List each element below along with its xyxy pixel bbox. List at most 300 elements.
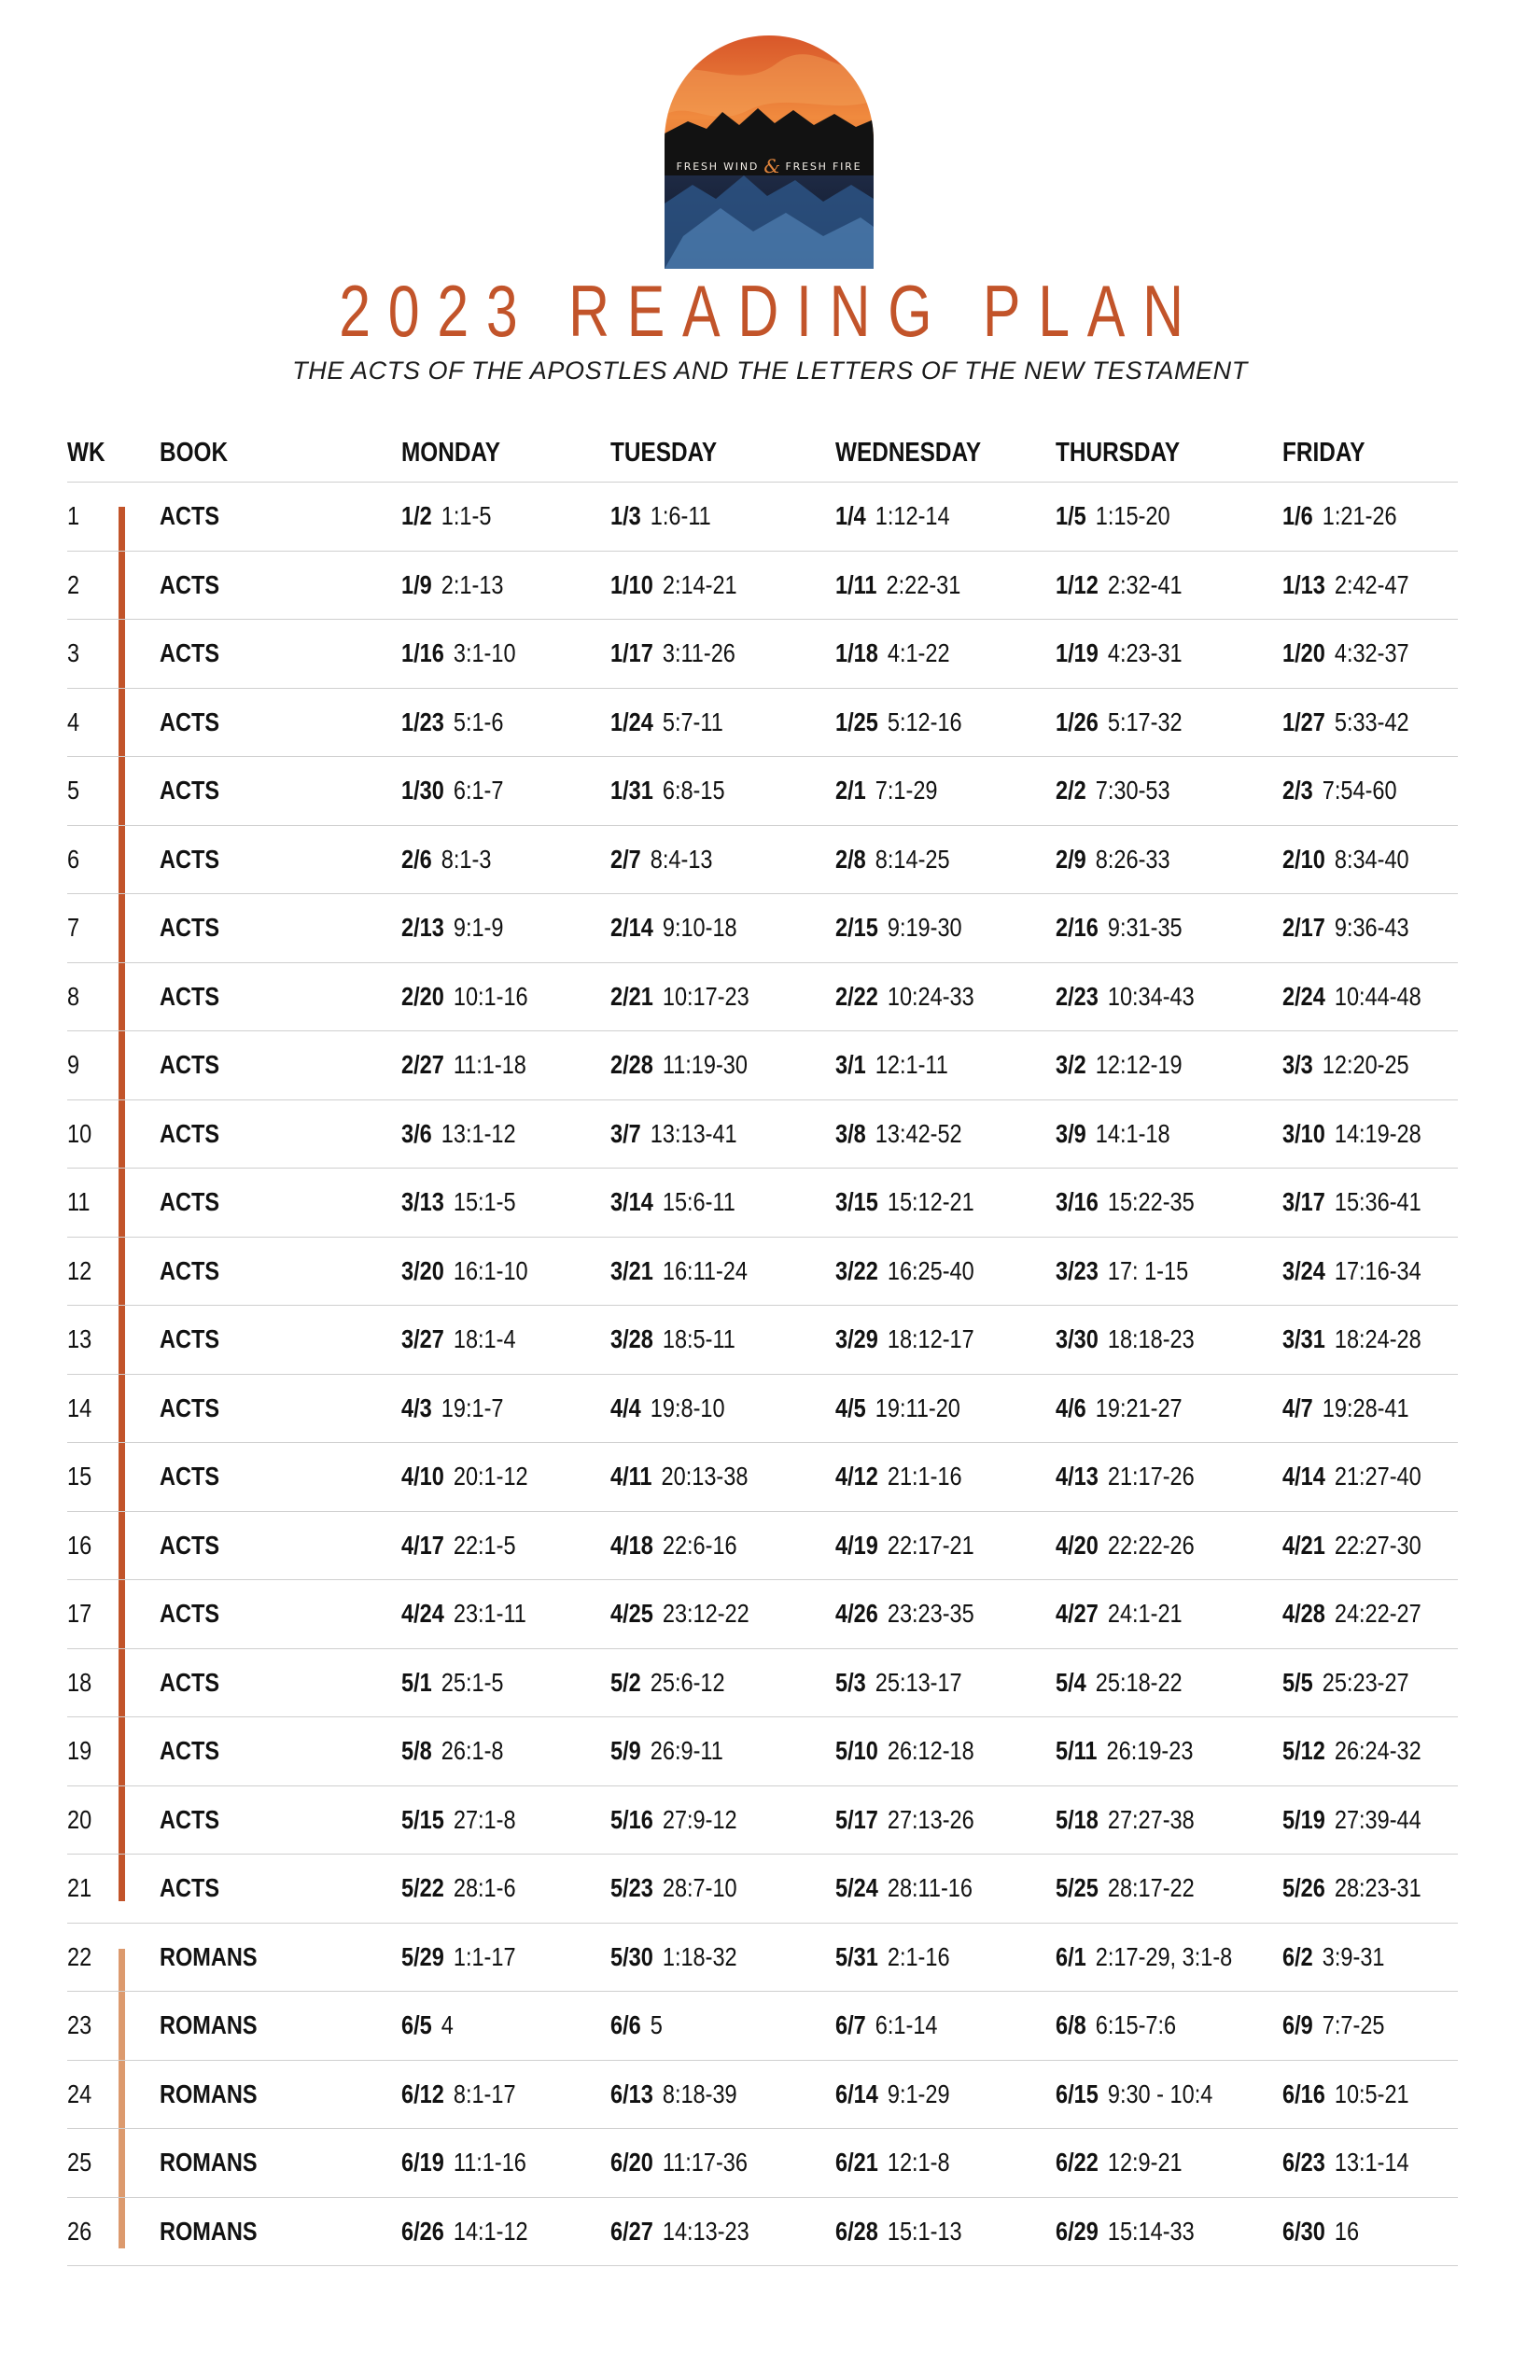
- reading-date: 2/17: [1282, 913, 1325, 943]
- reading-date: 6/12: [401, 2079, 444, 2108]
- scripture-reference: 1:21-26: [1322, 501, 1397, 531]
- scripture-reference: 6:1-14: [875, 2010, 938, 2040]
- tuesday-reading: [610, 689, 723, 757]
- book-name: ACTS: [160, 913, 220, 943]
- scripture-reference: 19:28-41: [1322, 1393, 1409, 1422]
- scripture-reference: 22:17-21: [887, 1530, 974, 1560]
- book-name: ROMANS: [160, 1941, 258, 1971]
- scripture-reference: 15:36-41: [1334, 1187, 1421, 1217]
- reading-date: 3/23: [1056, 1255, 1099, 1285]
- tuesday-reading: [610, 483, 711, 551]
- scripture-reference: 26:12-18: [887, 1736, 974, 1766]
- reading-date: 6/30: [1282, 2216, 1325, 2246]
- scripture-reference: 16:25-40: [887, 1255, 974, 1285]
- scripture-reference: 16:1-10: [453, 1255, 528, 1285]
- table-row: [67, 620, 1458, 689]
- scripture-reference: 24:1-21: [1107, 1599, 1183, 1629]
- friday-reading: [1282, 1443, 1421, 1511]
- scripture-reference: 20:1-12: [453, 1462, 528, 1491]
- scripture-reference: 1:15-20: [1095, 501, 1170, 531]
- tuesday-reading: [610, 1717, 723, 1785]
- reading-date: 5/22: [401, 1873, 444, 1903]
- scripture-reference: 14:13-23: [662, 2216, 749, 2246]
- book-name: ACTS: [160, 776, 220, 805]
- scripture-reference: 6:1-7: [453, 776, 504, 805]
- reading-date: 6/19: [401, 2148, 444, 2177]
- reading-date: 5/11: [1056, 1736, 1098, 1766]
- reading-date: 1/17: [610, 638, 653, 668]
- tuesday-reading: [610, 1924, 737, 1992]
- page-subtitle: THE ACTS OF THE APOSTLES AND THE LETTERS OF THE NEW TESTAMENT: [292, 357, 1248, 385]
- reading-date: 3/22: [835, 1255, 878, 1285]
- scripture-reference: 3:9-31: [1322, 1941, 1385, 1971]
- monday-reading: [401, 1031, 526, 1099]
- friday-reading: [1282, 1786, 1421, 1855]
- friday-reading: [1282, 1924, 1384, 1992]
- friday-reading: [1282, 1100, 1421, 1169]
- table-row: [67, 1238, 1458, 1307]
- reading-date: 3/2: [1056, 1050, 1086, 1080]
- book-name: ACTS: [160, 1873, 220, 1903]
- tuesday-reading: [610, 963, 749, 1031]
- reading-date: 5/25: [1056, 1873, 1099, 1903]
- scripture-reference: 19:1-7: [441, 1393, 504, 1422]
- reading-date: 6/23: [1282, 2148, 1325, 2177]
- reading-date: 3/28: [610, 1324, 653, 1354]
- reading-date: 1/16: [401, 638, 444, 668]
- reading-date: 3/13: [401, 1187, 444, 1217]
- week-number: 25: [67, 2148, 92, 2177]
- reading-date: 4/12: [835, 1462, 878, 1491]
- reading-date: 5/2: [610, 1667, 641, 1697]
- scripture-reference: 28:1-6: [453, 1873, 516, 1903]
- week-number: 14: [67, 1393, 92, 1422]
- scripture-reference: 10:17-23: [662, 981, 749, 1011]
- reading-date: 1/27: [1282, 707, 1325, 736]
- logo-wordmark: [665, 155, 874, 177]
- book-name: ROMANS: [160, 2148, 258, 2177]
- reading-date: 1/12: [1056, 569, 1099, 599]
- scripture-reference: 7:7-25: [1322, 2010, 1385, 2040]
- reading-date: 1/9: [401, 569, 432, 599]
- scripture-reference: 4: [441, 2010, 454, 2040]
- monday-reading: [401, 689, 503, 757]
- scripture-reference: 9:30 - 10:4: [1107, 2079, 1213, 2108]
- thursday-reading: [1056, 826, 1170, 894]
- tuesday-reading: [610, 552, 737, 620]
- reading-date: 6/2: [1282, 1941, 1313, 1971]
- scripture-reference: 1:12-14: [875, 501, 950, 531]
- table-row: [67, 2061, 1458, 2130]
- reading-date: 6/26: [401, 2216, 444, 2246]
- monday-reading: [401, 1580, 526, 1648]
- monday-reading: [401, 1100, 516, 1169]
- reading-date: 6/9: [1282, 2010, 1313, 2040]
- reading-date: 5/24: [835, 1873, 878, 1903]
- reading-date: 4/10: [401, 1462, 444, 1491]
- book-name: ROMANS: [160, 2216, 258, 2246]
- scripture-reference: 3:11-26: [662, 638, 735, 668]
- table-row: [67, 552, 1458, 621]
- scripture-reference: 17:16-34: [1334, 1255, 1421, 1285]
- reading-date: 2/1: [835, 776, 866, 805]
- book-name: ACTS: [160, 1393, 220, 1422]
- thursday-reading: [1056, 1649, 1183, 1717]
- book-name: ACTS: [160, 1462, 220, 1491]
- week-number: 23: [67, 2010, 92, 2040]
- book-name: ACTS: [160, 1255, 220, 1285]
- table-row: [67, 483, 1458, 552]
- monday-reading: [401, 2129, 526, 2197]
- reading-date: 1/31: [610, 776, 653, 805]
- table-row: [67, 1649, 1458, 1718]
- scripture-reference: 19:8-10: [650, 1393, 725, 1422]
- reading-date: 4/3: [401, 1393, 432, 1422]
- book-name: ROMANS: [160, 2079, 258, 2108]
- header-friday: FRIDAY: [1282, 438, 1365, 468]
- scripture-reference: 2:1-16: [887, 1941, 950, 1971]
- thursday-reading: [1056, 1512, 1195, 1580]
- tuesday-reading: [610, 1169, 735, 1237]
- friday-reading: [1282, 2129, 1409, 2197]
- friday-reading: [1282, 1169, 1421, 1237]
- reading-date: 5/9: [610, 1736, 641, 1766]
- reading-date: 3/8: [835, 1118, 866, 1148]
- tuesday-reading: [610, 826, 712, 894]
- thursday-reading: [1056, 483, 1170, 551]
- reading-date: 6/13: [610, 2079, 653, 2108]
- tuesday-reading: [610, 1855, 737, 1923]
- table-row: [67, 1512, 1458, 1581]
- week-number: 4: [67, 707, 80, 736]
- scripture-reference: 16:11-24: [662, 1255, 748, 1285]
- wednesday-reading: [835, 1580, 974, 1648]
- scripture-reference: 10:5-21: [1334, 2079, 1409, 2108]
- reading-date: 1/23: [401, 707, 444, 736]
- wednesday-reading: [835, 552, 960, 620]
- monday-reading: [401, 894, 503, 962]
- reading-date: 4/17: [401, 1530, 444, 1560]
- scripture-reference: 27:39-44: [1334, 1804, 1421, 1834]
- thursday-reading: [1056, 552, 1183, 620]
- reading-date: 5/26: [1282, 1873, 1325, 1903]
- reading-date: 6/21: [835, 2148, 878, 2177]
- reading-date: 1/6: [1282, 501, 1313, 531]
- scripture-reference: 25:18-22: [1095, 1667, 1183, 1697]
- reading-date: 1/26: [1056, 707, 1099, 736]
- reading-date: 4/7: [1282, 1393, 1313, 1422]
- book-name: ACTS: [160, 844, 220, 874]
- monday-reading: [401, 552, 503, 620]
- wednesday-reading: [835, 1100, 962, 1169]
- tuesday-reading: [610, 1992, 663, 2060]
- scripture-reference: 13:1-14: [1334, 2148, 1409, 2177]
- tuesday-reading: [610, 1786, 737, 1855]
- week-number: 19: [67, 1736, 92, 1766]
- scripture-reference: 19:11-20: [875, 1393, 960, 1422]
- reading-date: 5/18: [1056, 1804, 1099, 1834]
- week-number: 21: [67, 1873, 92, 1903]
- scripture-reference: 2:14-21: [662, 569, 737, 599]
- reading-date: 4/28: [1282, 1599, 1325, 1629]
- reading-date: 6/16: [1282, 2079, 1325, 2108]
- scripture-reference: 2:42-47: [1334, 569, 1409, 599]
- scripture-reference: 15:12-21: [887, 1187, 974, 1217]
- wednesday-reading: [835, 1512, 974, 1580]
- scripture-reference: 12:12-19: [1095, 1050, 1183, 1080]
- table-row: [67, 1443, 1458, 1512]
- monday-reading: [401, 1443, 528, 1511]
- reading-date: 2/16: [1056, 913, 1099, 943]
- thursday-reading: [1056, 757, 1170, 825]
- book-name: ACTS: [160, 569, 220, 599]
- reading-date: 6/28: [835, 2216, 878, 2246]
- table-row: [67, 757, 1458, 826]
- thursday-reading: [1056, 1238, 1188, 1306]
- book-name: ACTS: [160, 707, 220, 736]
- reading-date: 2/7: [610, 844, 641, 874]
- scripture-reference: 9:31-35: [1107, 913, 1183, 943]
- wednesday-reading: [835, 1924, 950, 1992]
- friday-reading: [1282, 1992, 1384, 2060]
- scripture-reference: 9:36-43: [1334, 913, 1409, 943]
- thursday-reading: [1056, 689, 1183, 757]
- scripture-reference: 14:1-18: [1095, 1118, 1170, 1148]
- scripture-reference: 9:1-9: [453, 913, 504, 943]
- scripture-reference: 25:1-5: [441, 1667, 504, 1697]
- monday-reading: [401, 1649, 503, 1717]
- reading-date: 4/26: [835, 1599, 878, 1629]
- scripture-reference: 12:1-11: [875, 1050, 948, 1080]
- reading-date: 4/20: [1056, 1530, 1099, 1560]
- wednesday-reading: [835, 2061, 950, 2129]
- friday-reading: [1282, 1031, 1409, 1099]
- week-number: 18: [67, 1667, 92, 1697]
- logo-line2: FRESH FIRE: [785, 161, 862, 173]
- logo-ampersand: &: [763, 155, 781, 177]
- reading-date: 5/1: [401, 1667, 432, 1697]
- scripture-reference: 13:42-52: [875, 1118, 962, 1148]
- scripture-reference: 10:24-33: [887, 981, 974, 1011]
- reading-date: 6/1: [1056, 1941, 1086, 1971]
- scripture-reference: 3:1-10: [453, 638, 516, 668]
- thursday-reading: [1056, 1855, 1195, 1923]
- scripture-reference: 17: 1-15: [1107, 1255, 1189, 1285]
- reading-date: 3/6: [401, 1118, 432, 1148]
- scripture-reference: 14:1-12: [453, 2216, 528, 2246]
- reading-date: 3/10: [1282, 1118, 1325, 1148]
- reading-date: 6/15: [1056, 2079, 1099, 2108]
- reading-date: 3/24: [1282, 1255, 1325, 1285]
- scripture-reference: 15:22-35: [1107, 1187, 1195, 1217]
- scripture-reference: 8:26-33: [1095, 844, 1170, 874]
- scripture-reference: 21:27-40: [1334, 1462, 1421, 1491]
- scripture-reference: 26:9-11: [650, 1736, 723, 1766]
- reading-date: 5/31: [835, 1941, 878, 1971]
- table-row: [67, 2198, 1458, 2267]
- reading-date: 3/15: [835, 1187, 878, 1217]
- wednesday-reading: [835, 963, 974, 1031]
- scripture-reference: 18:24-28: [1334, 1324, 1421, 1354]
- week-number: 16: [67, 1530, 92, 1560]
- scripture-reference: 22:6-16: [662, 1530, 737, 1560]
- scripture-reference: 7:1-29: [875, 776, 938, 805]
- table-row: [67, 2129, 1458, 2198]
- reading-date: 2/23: [1056, 981, 1099, 1011]
- reading-date: 1/11: [835, 569, 877, 599]
- table-row: [67, 1580, 1458, 1649]
- reading-plan-table: [67, 425, 1458, 2266]
- friday-reading: [1282, 1717, 1421, 1785]
- monday-reading: [401, 1786, 516, 1855]
- wednesday-reading: [835, 1306, 974, 1374]
- reading-date: 1/13: [1282, 569, 1325, 599]
- reading-date: 2/24: [1282, 981, 1325, 1011]
- thursday-reading: [1056, 2129, 1183, 2197]
- reading-date: 4/19: [835, 1530, 878, 1560]
- reading-date: 1/19: [1056, 638, 1099, 668]
- scripture-reference: 8:18-39: [662, 2079, 737, 2108]
- reading-date: 3/3: [1282, 1050, 1313, 1080]
- scripture-reference: 12:9-21: [1107, 2148, 1183, 2177]
- tuesday-reading: [610, 1100, 737, 1169]
- scripture-reference: 4:32-37: [1334, 638, 1409, 668]
- wednesday-reading: [835, 2129, 950, 2197]
- page-title: 2023 READING PLAN: [339, 270, 1201, 352]
- reading-date: 2/28: [610, 1050, 653, 1080]
- friday-reading: [1282, 552, 1409, 620]
- reading-date: 5/4: [1056, 1667, 1086, 1697]
- scripture-reference: 9:1-29: [887, 2079, 950, 2108]
- monday-reading: [401, 1924, 516, 1992]
- scripture-reference: 27:9-12: [662, 1804, 737, 1834]
- reading-date: 4/4: [610, 1393, 641, 1422]
- table-header: [67, 425, 1458, 483]
- reading-date: 6/7: [835, 2010, 866, 2040]
- scripture-reference: 11:17-36: [662, 2148, 748, 2177]
- scripture-reference: 4:23-31: [1107, 638, 1183, 668]
- scripture-reference: 22:22-26: [1107, 1530, 1195, 1560]
- scripture-reference: 10:44-48: [1334, 981, 1421, 1011]
- reading-date: 1/20: [1282, 638, 1325, 668]
- reading-date: 2/20: [401, 981, 444, 1011]
- reading-date: 6/14: [835, 2079, 878, 2108]
- reading-date: 2/3: [1282, 776, 1313, 805]
- wednesday-reading: [835, 1786, 974, 1855]
- reading-date: 5/29: [401, 1941, 444, 1971]
- monday-reading: [401, 1717, 503, 1785]
- scripture-reference: 2:32-41: [1107, 569, 1183, 599]
- scripture-reference: 5:1-6: [453, 707, 504, 736]
- reading-date: 6/20: [610, 2148, 653, 2177]
- friday-reading: [1282, 1649, 1409, 1717]
- scripture-reference: 24:22-27: [1334, 1599, 1421, 1629]
- table-row: [67, 1100, 1458, 1169]
- tuesday-reading: [610, 894, 737, 962]
- book-name: ACTS: [160, 981, 220, 1011]
- header-monday: MONDAY: [401, 438, 501, 468]
- scripture-reference: 6:15-7:6: [1095, 2010, 1177, 2040]
- reading-date: 2/13: [401, 913, 444, 943]
- scripture-reference: 2:17-29, 3:1-8: [1095, 1941, 1233, 1971]
- scripture-reference: 7:54-60: [1322, 776, 1397, 805]
- scripture-reference: 1:1-17: [453, 1941, 516, 1971]
- tuesday-reading: [610, 757, 725, 825]
- reading-date: 6/6: [610, 2010, 641, 2040]
- scripture-reference: 8:14-25: [875, 844, 950, 874]
- reading-date: 3/21: [610, 1255, 653, 1285]
- friday-reading: [1282, 1580, 1421, 1648]
- scripture-reference: 20:13-38: [661, 1462, 749, 1491]
- scripture-reference: 26:1-8: [441, 1736, 504, 1766]
- reading-date: 6/29: [1056, 2216, 1099, 2246]
- table-row: [67, 894, 1458, 963]
- reading-date: 2/2: [1056, 776, 1086, 805]
- friday-reading: [1282, 1512, 1421, 1580]
- monday-reading: [401, 2198, 528, 2266]
- table-row: [67, 1924, 1458, 1993]
- scripture-reference: 1:1-5: [441, 501, 492, 531]
- scripture-reference: 8:1-17: [453, 2079, 516, 2108]
- reading-date: 5/30: [610, 1941, 653, 1971]
- week-number: 26: [67, 2216, 92, 2246]
- reading-date: 6/5: [401, 2010, 432, 2040]
- reading-date: 2/22: [835, 981, 878, 1011]
- friday-reading: [1282, 894, 1409, 962]
- table-row: [67, 1717, 1458, 1786]
- scripture-reference: 25:6-12: [650, 1667, 725, 1697]
- thursday-reading: [1056, 963, 1195, 1031]
- reading-date: 2/10: [1282, 844, 1325, 874]
- wednesday-reading: [835, 483, 950, 551]
- thursday-reading: [1056, 1580, 1183, 1648]
- reading-date: 6/22: [1056, 2148, 1099, 2177]
- reading-date: 1/3: [610, 501, 641, 531]
- thursday-reading: [1056, 2198, 1195, 2266]
- monday-reading: [401, 1855, 516, 1923]
- table-row: [67, 963, 1458, 1032]
- wednesday-reading: [835, 894, 962, 962]
- book-name: ACTS: [160, 1530, 220, 1560]
- wednesday-reading: [835, 1992, 937, 2060]
- week-number: 6: [67, 844, 80, 874]
- scripture-reference: 4:1-22: [887, 638, 950, 668]
- tuesday-reading: [610, 2061, 737, 2129]
- scripture-reference: 5:7-11: [662, 707, 723, 736]
- wednesday-reading: [835, 620, 950, 688]
- thursday-reading: [1056, 1717, 1193, 1785]
- tuesday-reading: [610, 1031, 748, 1099]
- book-name: ACTS: [160, 1804, 220, 1834]
- reading-date: 4/11: [610, 1462, 652, 1491]
- week-number: 13: [67, 1324, 92, 1354]
- friday-reading: [1282, 963, 1421, 1031]
- monday-reading: [401, 1238, 528, 1306]
- reading-date: 1/4: [835, 501, 866, 531]
- reading-date: 1/25: [835, 707, 878, 736]
- monday-reading: [401, 1992, 454, 2060]
- scripture-reference: 19:21-27: [1095, 1393, 1183, 1422]
- scripture-reference: 8:34-40: [1334, 844, 1409, 874]
- wednesday-reading: [835, 1443, 962, 1511]
- header-wednesday: WEDNESDAY: [835, 438, 982, 468]
- monday-reading: [401, 1375, 503, 1443]
- tuesday-reading: [610, 1512, 737, 1580]
- reading-date: 5/17: [835, 1804, 878, 1834]
- week-number: 20: [67, 1804, 92, 1834]
- book-name: ACTS: [160, 501, 220, 531]
- wednesday-reading: [835, 1649, 962, 1717]
